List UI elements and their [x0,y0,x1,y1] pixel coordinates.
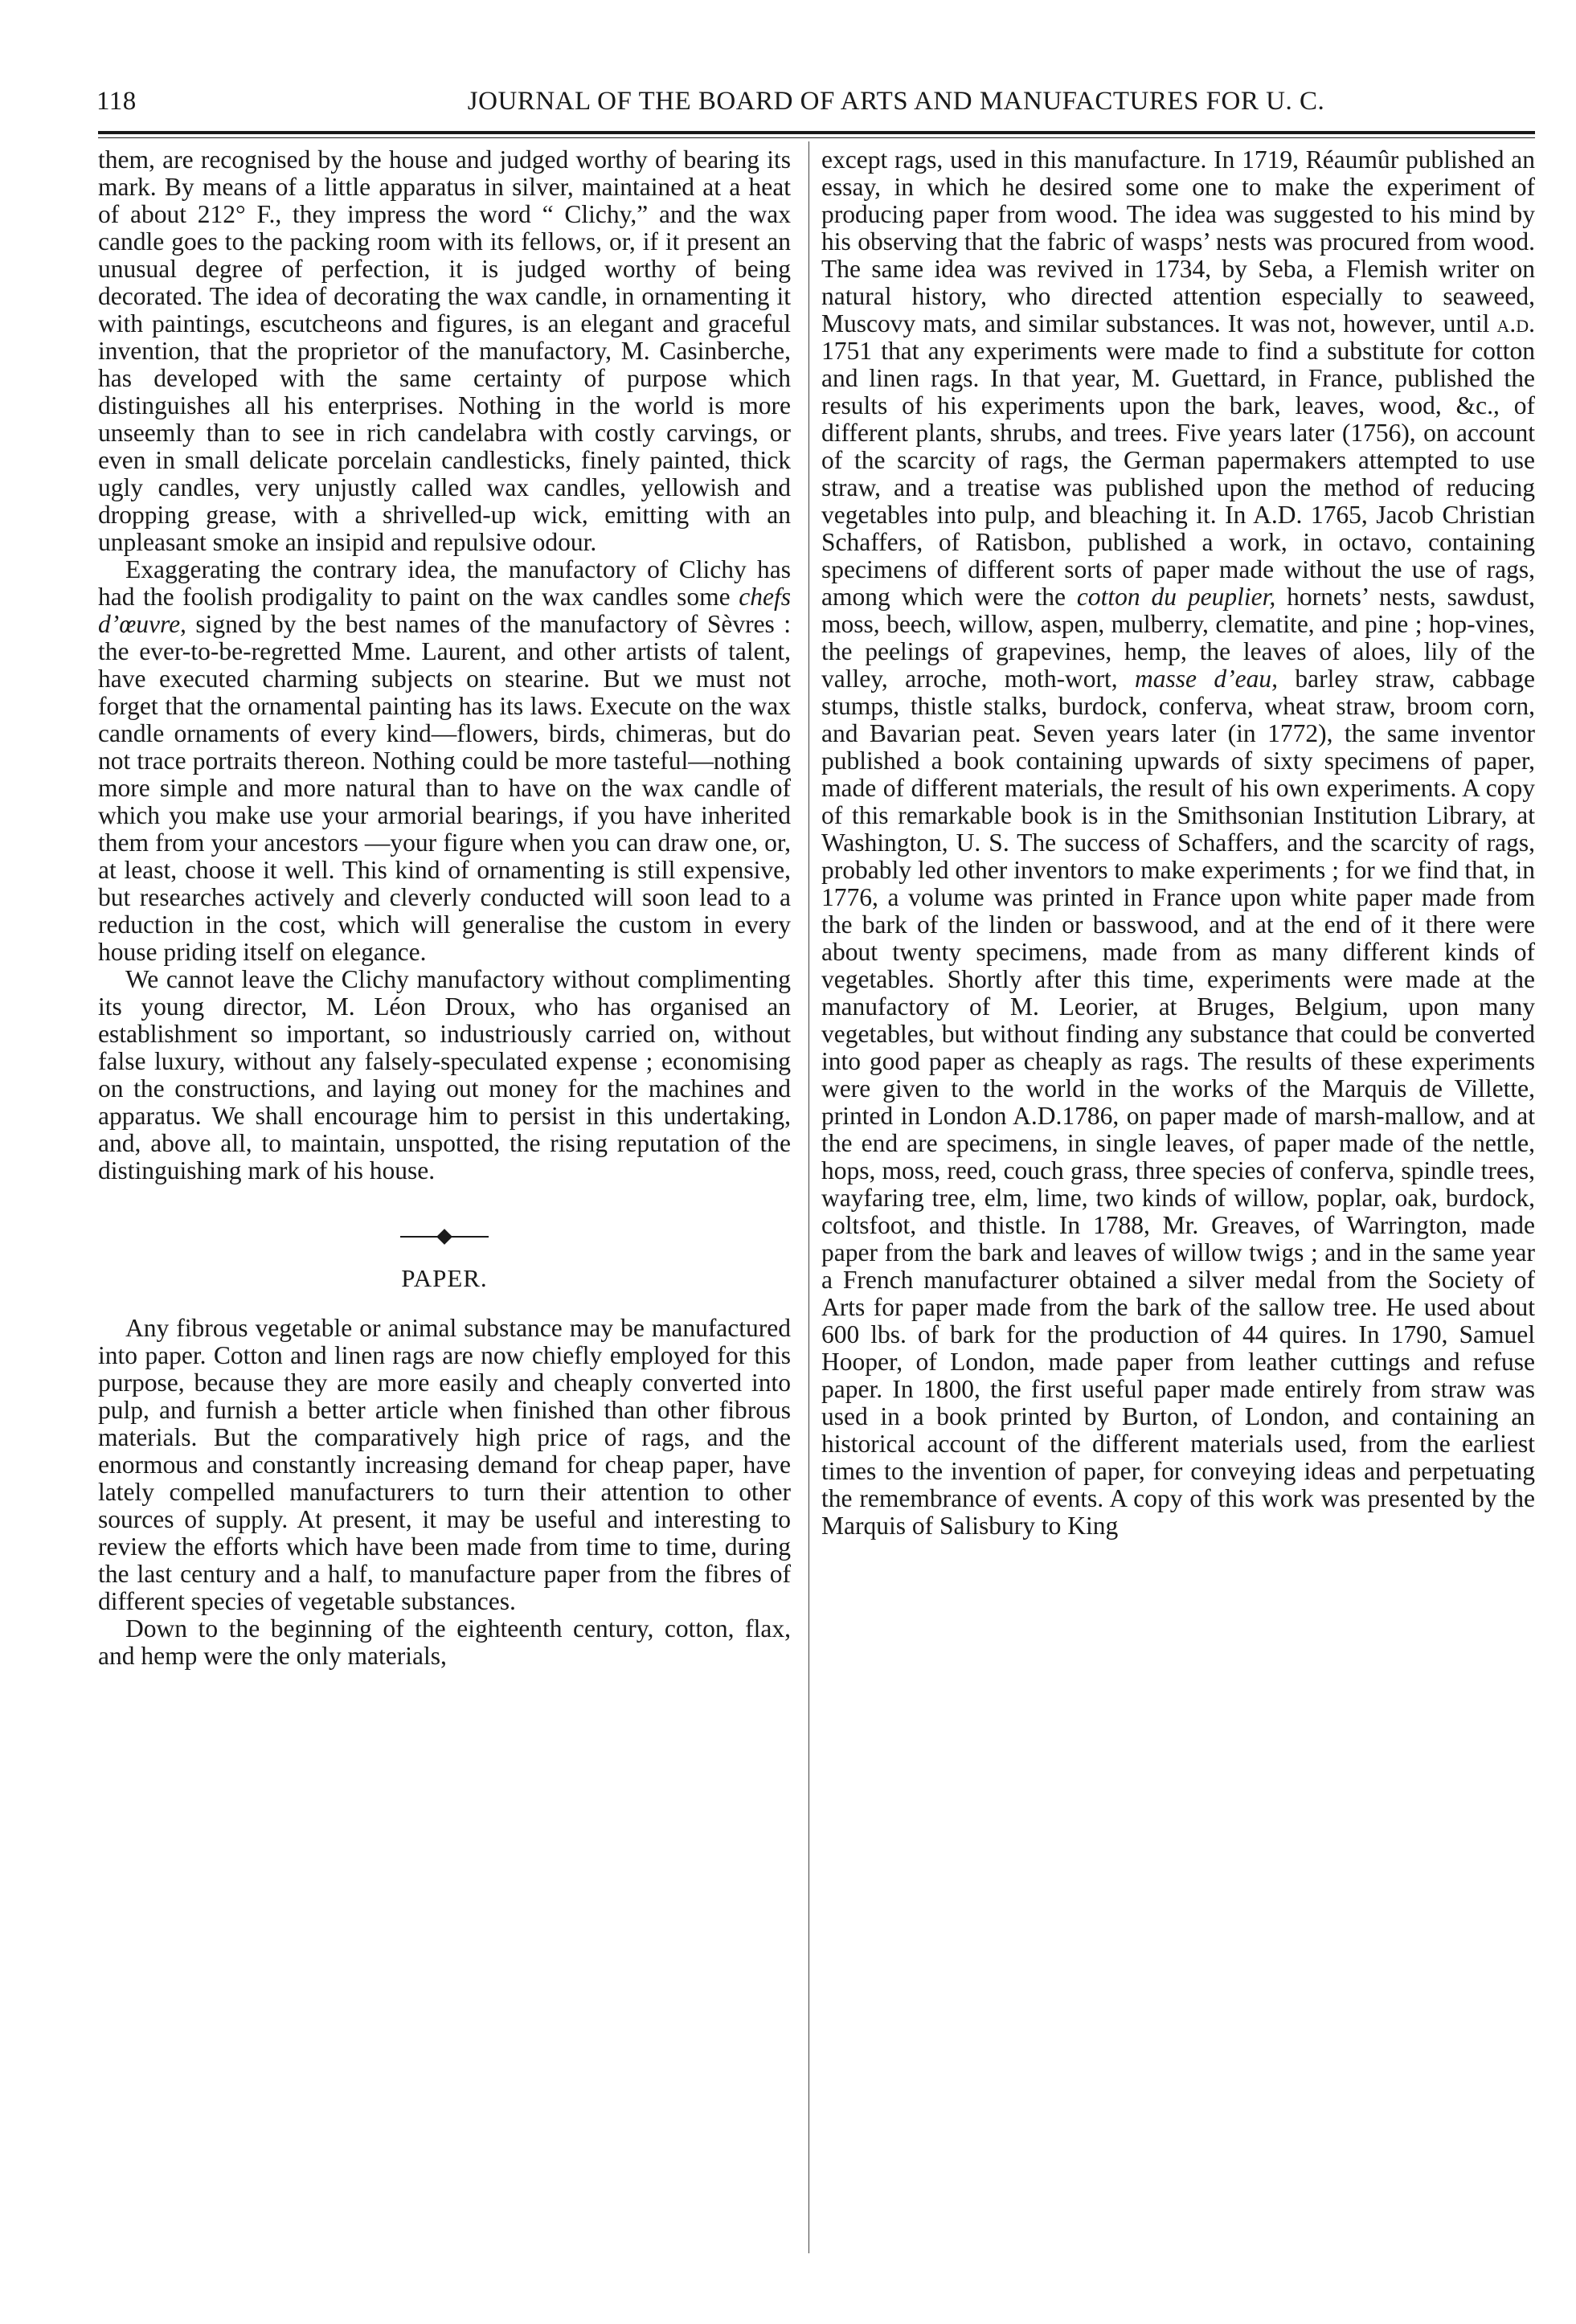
paragraph-director: We cannot leave the Clichy manufactory without complimenting its young director, M. Léon Droux, who has organised an establishment so important, so industriously carried on, without false luxury, without any falsely-speculated expense ; economising on the constructions, and laying out money for the machines and apparatus. We shall encourage him to persist in this undertaking, and, above all, to maintain, unspotted, the rising reputation of the distinguishing mark of his house. [98,965,791,1185]
text-run: barley straw, cabbage stumps, thistle stalks, burdock, conferva, wheat straw, broom corn, and Bavarian peat. Seven years later (in 1772), the same inventor published a book containing upwards of sixty specimens of paper, made of different materials, the result of his own experiments. A copy of this remarkable book is in the Smithsonian Institution Library, at Washington, U. S. The success of Schaffers, and the scarcity of rags, probably led other inventors to make experiments ; for we find that, in 1776, a volume was printed in France upon white paper made from the bark of the linden or basswood, and at the end of it there were about twenty specimens, made from as many different kinds of vegetables. Shortly after this time, experiments were made at the manufactory of M. Leorier, at Bruges, Belgium, upon many vegetables, but without finding any substance that could be converted into good paper as cheaply as rags. The results of these experiments were given to the world in the works of the Marquis de Villette, printed in London A.D.1786, on paper made of marsh-mallow, and at the end are specimens, in single leaves, of paper made of the nettle, hops, moss, reed, couch grass, three species of conferva, spindle trees, wayfaring tree, elm, lime, two kinds of willow, poplar, oak, burdock, coltsfoot, and thistle. In 1788, Mr. Greaves, of Warrington, made paper from the bark and leaves of willow twigs ; and in the same year a French manufacturer obtained a silver medal from the Society of Arts for paper made from the bark of the sallow tree. He used about 600 lbs. of bark for the production of 44 quires. In 1790, Samuel Hooper, of London, made paper from leather cuttings and refuse paper. In 1800, the first useful paper made entirely from straw was used in a book printed by Burton, of London, and containing an historical account of the different materials used, from the earliest times to the invention of paper, for conveying ideas and perpetuating the remembrance of events. A copy of this work was presented by the Marquis of Salisbury to King [821,665,1535,1540]
page-header [96,87,1535,127]
paragraph-eighteenth-century: Down to the beginning of the eighteenth century, cotton, flax, and hemp were the only materials, [98,1614,791,1670]
text-run: 1751 that any experiments were made to find a substitute for cotton and linen rags. In that year, M. Guettard, in France, published the results of his experiments upon the bark, leaves, wood, &c., of different plants, shrubs, and trees. Five years later (1756), on account of the scarcity of rags, the German papermakers attempted to use straw, and a treatise was published upon the method of reducing vegetables into pulp, and bleaching it. In A.D. 1765, Jacob Christian Schaffers, of Ratisbon, published a work, in octavo, containing specimens of different sorts of paper made without the use of rags, among which were the [821,337,1535,611]
header-rule-thin [98,137,1535,138]
right-column [821,146,1535,2244]
ornament-diamond-icon [436,1229,452,1245]
text-run: except rags, used in this manufacture. In 1719, Réaumûr published an essay, in which he desired some one to make the experiment of producing paper from wood. The idea was suggested to his mind by his observing that the fabric of wasps’ nests was procured from wood. The same idea was revived in 1734, by Seba, a Flemish writer on natural history, who directed attention especially to seaweed, Muscovy mats, and similar substances. It was not, however, until [821,146,1535,338]
paragraph-fibrous-substances: Any fibrous vegetable or animal substance may be manufactured into paper. Cotton and linen rags are now chiefly employed for this purpose, because they are more easily and cheaply converted into pulp, and furnish a better article when finished than other fibrous materials. But the comparatively high price of rags, and the enormous and constantly increasing demand for cheap paper, have lately compelled manufacturers to turn their attention to other sources of supply. At present, it may be useful and interesting to review the efforts which have been made from time to time, during the last century and a half, to manufacture paper from the fibres of different species of vegetable substances. [98,1314,791,1615]
running-title: JOURNAL OF THE BOARD OF ARTS AND MANUFACTURES FOR U. C. [467,87,1325,116]
text-run: hornets’ nests, sawdust, moss, beech, willow, aspen, mulberry, clematite, and pine ; hop-vines, the peelings of grapevines, hemp, the leaves of aloes, lily of the valley, arroche, moth-wort, [821,583,1535,693]
left-column [98,146,791,2244]
italic-phrase: cotton du peuplier, [1076,583,1276,611]
section-heading-paper: PAPER. [401,1264,488,1292]
italic-phrase: chefs d’œuvre, [98,583,791,638]
section-ornament [98,1220,791,1252]
column-divider [808,141,809,2253]
paragraph-ornamental-painting [98,556,791,966]
header-rule-thick [98,131,1535,134]
paragraph-clichy-candles: them, are recognised by the house and judged worthy of bearing its mark. By means of a little apparatus in silver, maintained at a heat of about 212° F., they impress the word “ Clichy,” and the wax candle goes to the packing room with its fellows, or, if it present an unusual degree of perfection, it is judged worthy of being decorated. The idea of decorating the wax candle, in ornamenting it with paintings, escutcheons and figures, is an elegant and graceful invention, that the proprietor of the manufactory, M. Casinberche, has developed with the same certainty of purpose which distinguishes all his enterprises. Nothing in the world is more unseemly than to see in rich candelabra with costly carvings, or even in small delicate porcelain candlesticks, finely painted, thick ugly candles, very unjustly called wax candles, yellowish and dropping grease, with a shrivelled-up wick, emitting with an unpleasant smoke an insipid and repulsive odour. [98,146,791,556]
italic-phrase: masse d’eau, [1135,665,1278,693]
paragraph-paper-history [821,146,1535,1540]
text-run: Exaggerating the contrary idea, the manufactory of Clichy has had the foolish prodigality to paint on the wax candles some [98,555,791,611]
page-number: 118 [96,87,137,116]
small-caps-ad: a.d. [1496,309,1535,338]
text-run: signed by the best names of the manufactory of Sèvres : the ever-to-be-regretted Mme. Laurent, and other artists of talent, have executed charming subjects on stearine. But we must not forget that the ornamental painting has its laws. Execute on the wax candle ornaments of every kind—flowers, birds, chimeras, but do not trace portraits thereon. Nothing could be more tasteful—nothing more simple and more natural than to have on the wax candle of which you make use your armorial bearings, if you have inherited them from your ancestors —your figure when you can draw one, or, at least, choose it well. This kind of ornamenting is still expensive, but researches actively and cleverly conducted will soon lead to a reduction in the cost, which will generalise the custom in every house priding itself on elegance. [98,610,791,966]
